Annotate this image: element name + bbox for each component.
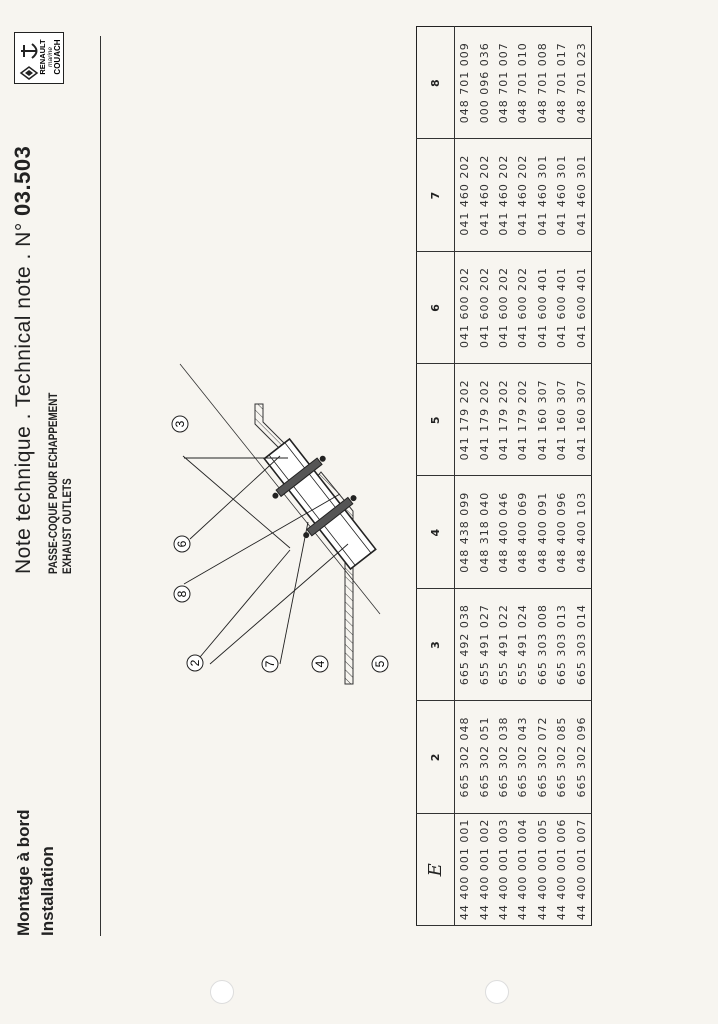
svg-text:3: 3 [173, 420, 187, 428]
table-cell: 048 701 008 [533, 27, 552, 139]
table-cell: 041 460 202 [494, 139, 513, 251]
table-cell: 655 491 022 [494, 588, 513, 700]
table-cell: 041 160 307 [533, 364, 552, 476]
table-cell: 44 400 001 007 [572, 813, 592, 925]
table-cell: 44 400 001 003 [494, 813, 513, 925]
table-cell: 665 302 038 [494, 701, 513, 813]
table-cell: 041 460 301 [533, 139, 552, 251]
table-row [455, 27, 475, 926]
table-cell: 041 600 202 [474, 251, 493, 363]
logo-line-2: marine [47, 47, 54, 67]
table-cell: 665 302 096 [572, 701, 592, 813]
table-cell: 000 096 036 [474, 27, 493, 139]
table-cell: 665 302 072 [533, 701, 552, 813]
svg-text:4: 4 [313, 660, 327, 668]
table-cell: 048 701 010 [513, 27, 532, 139]
table-cell: 665 303 013 [552, 588, 571, 700]
table-cell: 655 491 024 [513, 588, 532, 700]
table-cell: 041 460 301 [552, 139, 571, 251]
table-cell: 665 302 043 [513, 701, 532, 813]
table-cell: 665 492 038 [455, 588, 475, 700]
column-header-8: 8 [417, 27, 455, 139]
table-cell: 048 400 103 [572, 476, 592, 588]
table-cell: 44 400 001 004 [513, 813, 532, 925]
svg-text:7: 7 [263, 660, 277, 668]
header-rule [100, 36, 101, 936]
table-cell: 041 600 202 [494, 251, 513, 363]
column-header-5: 5 [417, 364, 455, 476]
table-cell: 041 179 202 [513, 364, 532, 476]
table-cell: 048 400 096 [552, 476, 571, 588]
column-header-6: 6 [417, 251, 455, 363]
table-cell: 665 303 014 [572, 588, 592, 700]
table-cell: 041 179 202 [455, 364, 475, 476]
table-cell: 041 460 202 [513, 139, 532, 251]
subtitle-en: EXHAUST OUTLETS [60, 478, 74, 574]
svg-text:8: 8 [175, 590, 189, 598]
table-header-row [417, 27, 455, 926]
column-header-4: 4 [417, 476, 455, 588]
table-cell: 655 491 027 [474, 588, 493, 700]
callout-5 [372, 656, 388, 672]
svg-text:6: 6 [175, 540, 189, 548]
table-cell: 048 318 040 [474, 476, 493, 588]
callout-6 [174, 536, 190, 552]
column-header-7: 7 [417, 139, 455, 251]
exhaust-outlet-diagram [140, 334, 410, 694]
table-cell: 041 600 202 [455, 251, 475, 363]
table-body [455, 27, 592, 926]
table-cell: 041 600 401 [572, 251, 592, 363]
logo-line-3: COUACH [53, 39, 62, 75]
table-cell: 048 438 099 [455, 476, 475, 588]
table-row [552, 27, 571, 926]
svg-text:2: 2 [188, 659, 202, 667]
table-cell: 041 460 202 [455, 139, 475, 251]
table-cell: 041 600 401 [552, 251, 571, 363]
table-cell: 048 400 069 [513, 476, 532, 588]
exhaust-pipe [251, 429, 389, 580]
table-row [533, 27, 552, 926]
section-title-en: Installation [38, 846, 57, 936]
table-cell: 44 400 001 002 [474, 813, 493, 925]
section-title [12, 809, 60, 936]
table-cell: 44 400 001 006 [552, 813, 571, 925]
table-cell: 665 302 048 [455, 701, 475, 813]
table-cell: 041 460 202 [474, 139, 493, 251]
document-subtitle [46, 393, 74, 574]
section-title-fr: Montage à bord [14, 809, 33, 936]
technical-note-heading [10, 146, 36, 574]
table-cell: 665 302 085 [552, 701, 571, 813]
table-cell: 665 303 008 [533, 588, 552, 700]
callout-2 [187, 655, 203, 671]
parts-table [416, 26, 592, 926]
renault-couach-logo [14, 32, 64, 84]
column-header-e: E [417, 813, 455, 925]
table-row [572, 27, 592, 926]
table-row [513, 27, 532, 926]
note-label: Note technique . Technical note . N° [12, 222, 35, 574]
table-cell: 44 400 001 001 [455, 813, 475, 925]
callout-3 [172, 416, 188, 432]
note-number: 03.503 [10, 145, 35, 216]
table-cell: 048 701 017 [552, 27, 571, 139]
table-cell: 041 179 202 [494, 364, 513, 476]
table-row [494, 27, 513, 926]
callout-7 [262, 656, 278, 672]
svg-text:5: 5 [373, 660, 387, 668]
callout-8 [174, 586, 190, 602]
table-row [474, 27, 493, 926]
table-cell: 048 701 007 [494, 27, 513, 139]
column-header-3: 3 [417, 588, 455, 700]
table-cell: 041 600 202 [513, 251, 532, 363]
table-cell: 048 701 009 [455, 27, 475, 139]
column-header-2: 2 [417, 701, 455, 813]
table-cell: 041 160 307 [552, 364, 571, 476]
callout-4 [312, 656, 328, 672]
table-cell: 041 160 307 [572, 364, 592, 476]
table-cell: 041 460 301 [572, 139, 592, 251]
subtitle-fr: PASSE-COQUE POUR ECHAPPEMENT [46, 392, 60, 574]
table-cell: 048 400 091 [533, 476, 552, 588]
table-cell: 44 400 001 005 [533, 813, 552, 925]
table-cell: 048 701 023 [572, 27, 592, 139]
table-cell: 665 302 051 [474, 701, 493, 813]
table-cell: 048 400 046 [494, 476, 513, 588]
table-cell: 041 179 202 [474, 364, 493, 476]
table-cell: 041 600 401 [533, 251, 552, 363]
logo-line-1: RENAULT [38, 39, 47, 75]
